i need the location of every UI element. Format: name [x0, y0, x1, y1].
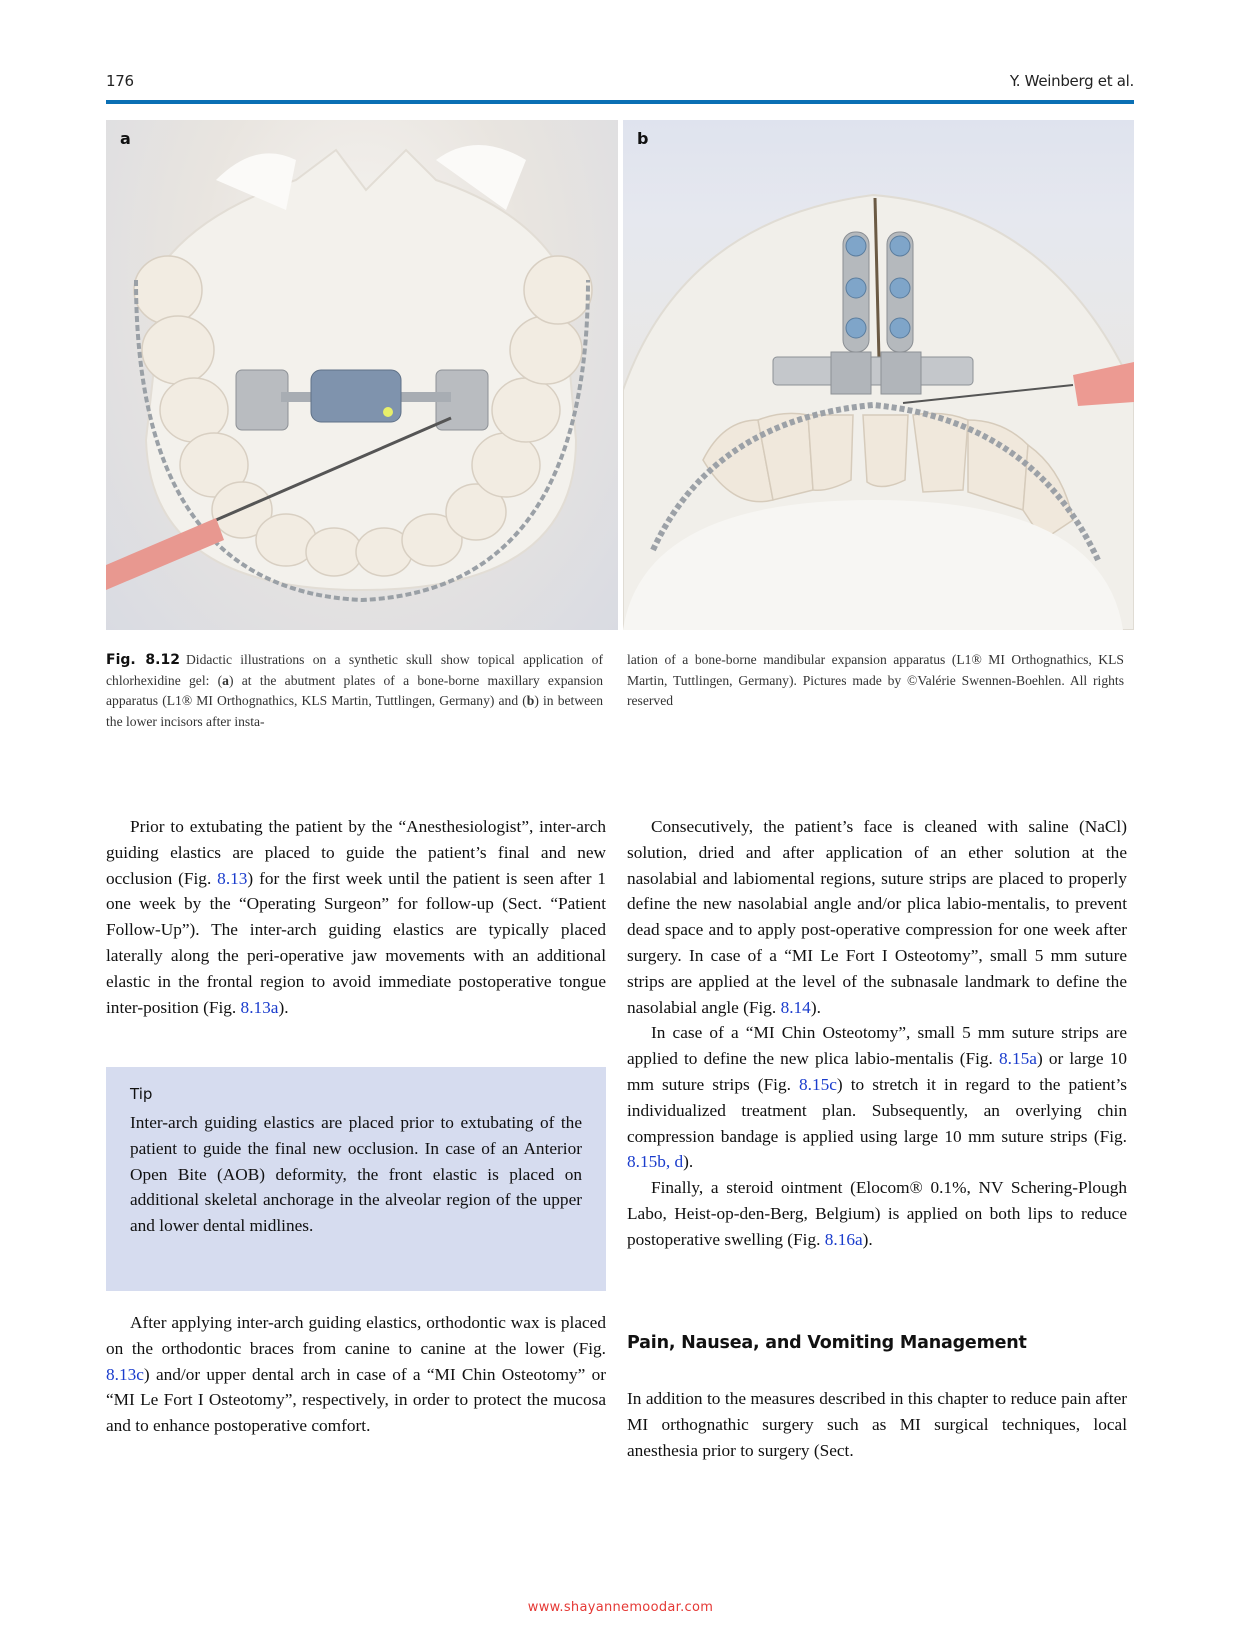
figure-link-8-13[interactable]: 8.13 — [217, 868, 248, 888]
caption-text: ) at the abutment plates of a bone-borne maxillary expansion apparatus (L1® MI Orthognathics, KLS Martin, Tuttlingen, Germany) and ( — [106, 672, 603, 708]
paragraph: Prior to extubating the patient by the “Anesthesiologist”, inter-arch guiding elastics are placed to guide the patient’s final and new occlusion (Fig. 8.13) for the first week until the patient is seen after 1 one week by the “Operating Surgeon” for follow-up (Sect. “Patient Follow-Up”). The inter-arch guiding elastics are typically placed laterally along the peri-operative jaw movements with an additional elastic in the frontal region to avoid immediate postoperative tongue inter-position (Fig. 8.13a). — [106, 817, 607, 1017]
figure-number: Fig. 8.12 — [106, 652, 180, 668]
right-column-top — [627, 814, 1127, 1253]
left-column-top — [106, 814, 606, 1020]
watermark-link[interactable]: www.shayannemoodar.com — [527, 1600, 714, 1615]
paragraph: Consecutively, the patient’s face is cleaned with saline (NaCl) solution, dried and after application of an ether solution at the nasolabial and labiomental regions, suture strips are placed to properly define the new nasolabial angle and/or plica labio-mentalis, to prevent dead space and to apply post-operative compression for one week after surgery. In case of a “MI Le Fort I Osteotomy”, small 5 mm suture strips are applied at the level of the subnasale landmark to define the nasolabial angle (Fig. 8.14). — [627, 817, 1127, 1017]
figure-panel-b — [623, 120, 1134, 630]
figure-caption-left — [106, 650, 603, 732]
figure-link-8-13a[interactable]: 8.13a — [240, 997, 279, 1017]
panel-label-a: a — [120, 129, 131, 148]
figure-link-8-16a[interactable]: 8.16a — [824, 1229, 863, 1249]
figure-panel-a — [106, 120, 618, 630]
caption-panel-ref-a: a — [222, 672, 229, 688]
panel-label-b: b — [637, 129, 649, 148]
paragraph: Finally, a steroid ointment (Elocom® 0.1%, NV Schering-Plough Labo, Heist-op-den-Berg, Belgium) is applied on both lips to reduce postoperative swelling (Fig. 8.16a). — [627, 1178, 1127, 1249]
skull-mandible-illustration — [623, 120, 1134, 630]
caption-panel-ref-b: b — [526, 693, 535, 708]
caption-text: ) in between the lower incisors after insta- — [106, 693, 603, 729]
page-number: 176 — [106, 72, 134, 90]
paragraph: In addition to the measures described in this chapter to reduce pain after MI orthognathic surgery such as MI surgical techniques, local anesthesia prior to surgery (Sect. — [627, 1389, 1127, 1460]
figure-link-8-13c[interactable]: 8.13c — [106, 1364, 144, 1384]
figure-link-8-15bd[interactable]: 8.15b, d — [627, 1152, 684, 1172]
figure-caption-right: lation of a bone-borne mandibular expansion apparatus (L1® MI Orthognathics, KLS Martin, Tuttlingen, Germany). Pictures made by ©Valérie Swennen-Boehlen. All rights reserved — [627, 652, 1124, 708]
figure-link-8-15a[interactable]: 8.15a — [999, 1049, 1037, 1069]
figure-link-8-15c[interactable]: 8.15c — [798, 1074, 837, 1094]
skull-maxilla-illustration — [106, 120, 618, 630]
tip-body: Inter-arch guiding elastics are placed prior to extubating of the patient to guide the final new occlusion. In case of an Anterior Open Bite (AOB) deformity, the front elastic is placed on additional skeletal anchorage in the alveolar region of the upper and lower dental midlines. — [130, 1113, 582, 1236]
figure-link-8-14[interactable]: 8.14 — [780, 997, 811, 1017]
header-rule — [106, 100, 1134, 104]
caption-text: Didactic illustrations on a synthetic skull show topical application of chlorhexidine gel: ( — [106, 652, 603, 688]
paragraph: After applying inter-arch guiding elastics, orthodontic wax is placed on the orthodontic braces from canine to canine at the lower (Fig. 8.13c) and/or upper dental arch in case of a “MI Chin Osteotomy” or “MI Le Fort I Osteotomy”, respectively, in order to protect the mucosa and to enhance postoperative comfort. — [106, 1313, 606, 1436]
tip-box — [106, 1067, 606, 1291]
tip-title: Tip — [130, 1085, 153, 1103]
left-column-bottom — [106, 1310, 606, 1439]
right-column-bottom — [627, 1386, 1127, 1463]
section-heading: Pain, Nausea, and Vomiting Management — [627, 1333, 1027, 1353]
paragraph: In case of a “MI Chin Osteotomy”, small 5 mm suture strips are applied to define the new plica labio-mentalis (Fig. 8.15a) or large 10 mm suture strips (Fig. 8.15c) to stretch it in regard to the patient’s individualized treatment plan. Subsequently, an overlying chin compression bandage is applied using large 10 mm suture strips (Fig. 8.15b, d). — [627, 1023, 1128, 1172]
running-head-authors: Y. Weinberg et al. — [1009, 72, 1134, 90]
